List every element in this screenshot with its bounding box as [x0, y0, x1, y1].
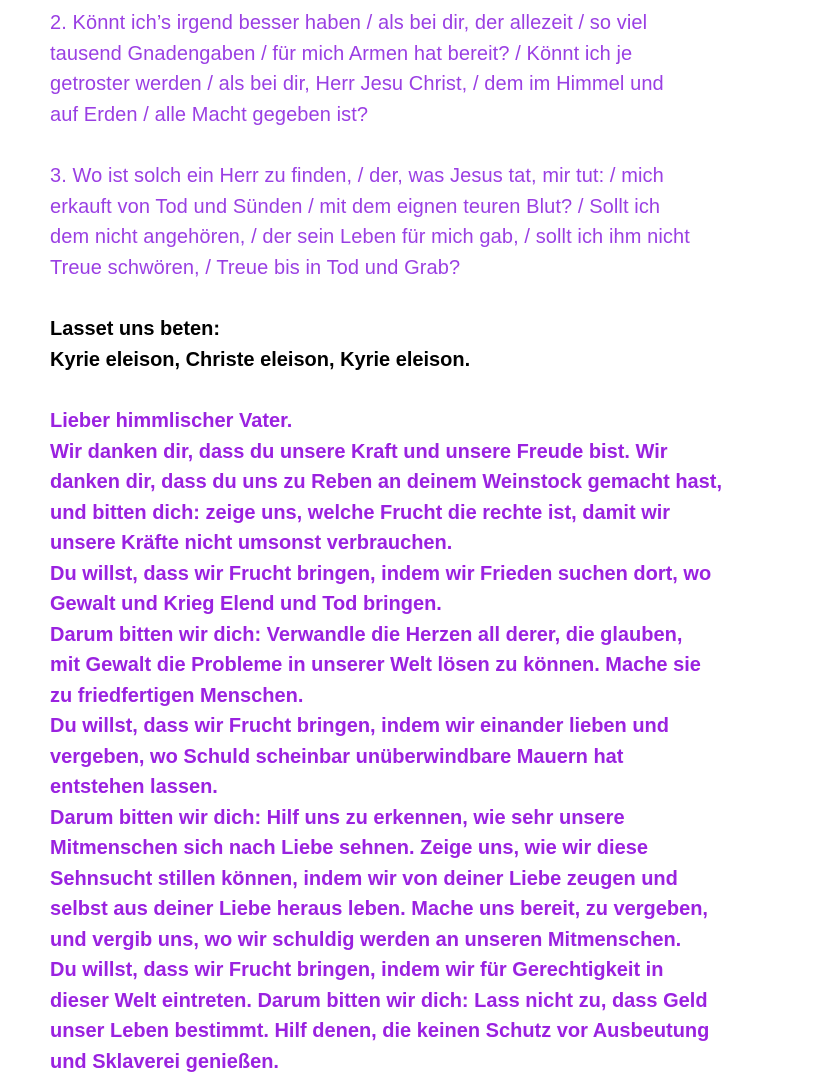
verse-line: auf Erden / alle Macht gegeben ist? — [50, 103, 369, 126]
prayer-line: vergeben, wo Schuld scheinbar unüberwindbare Mauern hat — [50, 745, 624, 768]
kyrie-line: Kyrie eleison, Christe eleison, Kyrie eleison. — [50, 348, 471, 371]
prayer-line: danken dir, dass du uns zu Reben an deinem Weinstock gemacht hast, — [50, 471, 723, 493]
prayer-intro — [50, 314, 790, 375]
prayer-line: dieser Welt eintreten. Darum bitten wir dich: Lass nicht zu, dass Geld — [50, 989, 708, 1012]
verse-line: Treue schwören, / Treue bis in Tod und Grab? — [50, 256, 461, 279]
hymn-verse-3 — [50, 161, 790, 283]
paragraph-gap — [50, 283, 790, 314]
prayer-line: unser Leben bestimmt. Hilf denen, die keinen Schutz vor Ausbeutung — [50, 1020, 710, 1042]
prayer-line: und bitten dich: zeige uns, welche Frucht die rechte ist, damit wir — [50, 501, 671, 524]
prayer-line: zu friedfertigen Menschen. — [50, 684, 304, 707]
prayer-line: Du willst, dass wir Frucht bringen, indem wir Frieden suchen dort, wo — [50, 562, 712, 585]
prayer-line: Sehnsucht stillen können, indem wir von deiner Liebe zeugen und — [50, 867, 678, 890]
verse-line: dem nicht angehören, / der sein Leben für mich gab, / sollt ich ihm nicht — [50, 226, 690, 248]
prayer-line: Du willst, dass wir Frucht bringen, indem wir einander lieben und — [50, 715, 669, 737]
paragraph-gap — [50, 130, 790, 161]
verse-line: tausend Gnadengaben / für mich Armen hat bereit? / Könnt ich je — [50, 42, 633, 65]
prayer-line: Darum bitten wir dich: Hilf uns zu erkennen, wie sehr unsere — [50, 806, 625, 829]
prayer-intro-heading: Lasset uns beten: — [50, 318, 221, 340]
prayer-line: Mitmenschen sich nach Liebe sehnen. Zeige uns, wie wir diese — [50, 837, 648, 859]
prayer-line: und Sklaverei genießen. — [50, 1050, 279, 1073]
verse-line: 2. Könnt ich’s irgend besser haben / als bei dir, der allezeit / so viel — [50, 12, 648, 34]
prayer-line: Du willst, dass wir Frucht bringen, indem wir für Gerechtigkeit in — [50, 959, 664, 981]
prayer-line: Lieber himmlischer Vater. — [50, 410, 293, 432]
document-page — [50, 8, 790, 1077]
prayer-text — [50, 406, 790, 1077]
prayer-line: entstehen lassen. — [50, 776, 218, 798]
hymn-verse-2 — [50, 8, 790, 130]
prayer-line: Gewalt und Krieg Elend und Tod bringen. — [50, 593, 442, 615]
prayer-line: selbst aus deiner Liebe heraus leben. Mache uns bereit, zu vergeben, — [50, 898, 708, 920]
prayer-line: Wir danken dir, dass du unsere Kraft und unsere Freude bist. Wir — [50, 440, 668, 463]
prayer-line: mit Gewalt die Probleme in unserer Welt lösen zu können. Mache sie — [50, 654, 701, 676]
paragraph-gap — [50, 375, 790, 406]
prayer-line: unsere Kräfte nicht umsonst verbrauchen. — [50, 532, 453, 554]
prayer-line: Darum bitten wir dich: Verwandle die Herzen all derer, die glauben, — [50, 623, 683, 646]
prayer-line: und vergib uns, wo wir schuldig werden an unseren Mitmenschen. — [50, 928, 682, 951]
verse-line: erkauft von Tod und Sünden / mit dem eignen teuren Blut? / Sollt ich — [50, 195, 661, 218]
verse-line: 3. Wo ist solch ein Herr zu finden, / der, was Jesus tat, mir tut: / mich — [50, 165, 664, 187]
verse-line: getroster werden / als bei dir, Herr Jesu Christ, / dem im Himmel und — [50, 73, 664, 95]
